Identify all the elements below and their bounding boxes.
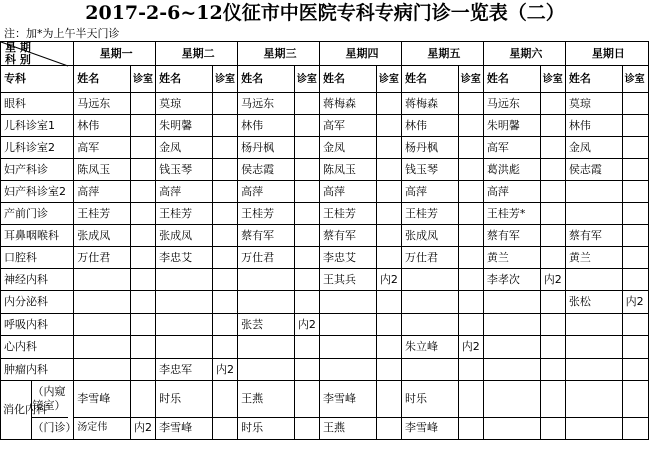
- room-cell: 内2: [540, 269, 565, 291]
- room-cell: [376, 137, 401, 159]
- room-cell: [376, 203, 401, 225]
- corner-cell: [1, 42, 74, 66]
- room-cell: [622, 225, 648, 247]
- room-cell: [622, 137, 648, 159]
- room-cell: [540, 137, 565, 159]
- room-cell: [131, 291, 156, 314]
- doctor-name-cell: 王桂芳: [401, 203, 458, 225]
- room-cell: [540, 115, 565, 137]
- room-cell: [294, 115, 319, 137]
- room-cell: [131, 247, 156, 269]
- doctor-name-cell: 马远东: [483, 93, 540, 115]
- dept-cell: 眼科: [1, 93, 74, 115]
- schedule-table: [0, 41, 649, 440]
- room-cell: [376, 417, 401, 439]
- day-header: 星期六: [483, 42, 565, 66]
- dept-cell: 产前门诊: [1, 203, 74, 225]
- room-cell: 内2: [458, 336, 483, 359]
- name-column-header: 姓名: [401, 66, 458, 93]
- doctor-name-cell: 王燕: [320, 417, 377, 439]
- doctor-name-cell: [74, 359, 131, 381]
- room-cell: [294, 417, 319, 439]
- room-cell: [376, 115, 401, 137]
- room-cell: [376, 291, 401, 314]
- doctor-name-cell: 黄兰: [565, 247, 622, 269]
- doctor-name-cell: 李忠艾: [320, 247, 377, 269]
- doctor-name-cell: [565, 269, 622, 291]
- room-cell: [458, 203, 483, 225]
- doctor-name-cell: 金凤: [320, 137, 377, 159]
- note-text: 注：加*为上午半天门诊: [4, 27, 120, 40]
- room-cell: [622, 269, 648, 291]
- table-row: [1, 181, 649, 203]
- table-row: [1, 159, 649, 181]
- room-cell: [458, 181, 483, 203]
- doctor-name-cell: 高军: [483, 137, 540, 159]
- room-cell: [294, 291, 319, 314]
- room-cell: [540, 93, 565, 115]
- table-row: [1, 247, 649, 269]
- doctor-name-cell: 高萍: [401, 181, 458, 203]
- doctor-name-cell: 高军: [320, 115, 377, 137]
- doctor-name-cell: 朱明馨: [156, 115, 213, 137]
- room-cell: [294, 159, 319, 181]
- doctor-name-cell: [156, 336, 213, 359]
- doctor-name-cell: 杨丹枫: [238, 137, 295, 159]
- doctor-name-cell: [483, 381, 540, 418]
- room-cell: [458, 359, 483, 381]
- room-cell: [458, 159, 483, 181]
- doctor-name-cell: [156, 314, 213, 336]
- doctor-name-cell: 万仕君: [238, 247, 295, 269]
- room-cell: [212, 381, 237, 418]
- doctor-name-cell: [401, 269, 458, 291]
- day-header-row: [1, 42, 649, 66]
- doctor-name-cell: [565, 381, 622, 418]
- name-column-header: 姓名: [320, 66, 377, 93]
- doctor-name-cell: [320, 314, 377, 336]
- room-cell: [294, 359, 319, 381]
- doctor-name-cell: 时乐: [156, 381, 213, 418]
- room-cell: [131, 115, 156, 137]
- room-cell: [540, 359, 565, 381]
- dept-cell: 妇产科诊: [1, 159, 74, 181]
- doctor-name-cell: 张成凤: [401, 225, 458, 247]
- doctor-name-cell: 高萍: [156, 181, 213, 203]
- doctor-name-cell: [238, 291, 295, 314]
- room-cell: [622, 336, 648, 359]
- day-header: 星期三: [238, 42, 320, 66]
- room-cell: [458, 137, 483, 159]
- dept-cell: 心内科: [1, 336, 74, 359]
- doctor-name-cell: 王桂芳: [320, 203, 377, 225]
- doctor-name-cell: 张成凤: [156, 225, 213, 247]
- doctor-name-cell: [320, 359, 377, 381]
- name-column-header: 姓名: [156, 66, 213, 93]
- room-cell: [622, 247, 648, 269]
- room-cell: [131, 381, 156, 418]
- room-column-header: 诊室: [540, 66, 565, 93]
- doctor-name-cell: [320, 291, 377, 314]
- doctor-name-cell: 马远东: [238, 93, 295, 115]
- dept-cell: 肿瘤内科: [1, 359, 74, 381]
- table-row: [1, 269, 649, 291]
- doctor-name-cell: 蔡有军: [320, 225, 377, 247]
- room-cell: [376, 336, 401, 359]
- doctor-name-cell: 汤定伟: [74, 417, 131, 439]
- day-header: 星期一: [74, 42, 156, 66]
- doctor-name-cell: [156, 291, 213, 314]
- doctor-name-cell: 林伟: [238, 115, 295, 137]
- room-cell: [294, 247, 319, 269]
- room-cell: 内2: [622, 291, 648, 314]
- doctor-name-cell: [565, 181, 622, 203]
- day-header: 星期二: [156, 42, 238, 66]
- room-column-header: 诊室: [131, 66, 156, 93]
- room-cell: [212, 137, 237, 159]
- doctor-name-cell: 张成凤: [74, 225, 131, 247]
- doctor-name-cell: 朱立峰: [401, 336, 458, 359]
- room-column-header: 诊室: [294, 66, 319, 93]
- table-row: [1, 137, 649, 159]
- room-cell: [212, 336, 237, 359]
- doctor-name-cell: [238, 359, 295, 381]
- room-cell: [376, 314, 401, 336]
- room-cell: [131, 181, 156, 203]
- doctor-name-cell: 王桂芳: [238, 203, 295, 225]
- doctor-name-cell: [483, 359, 540, 381]
- doctor-name-cell: [401, 359, 458, 381]
- doctor-name-cell: 蔡有军: [483, 225, 540, 247]
- room-cell: [131, 269, 156, 291]
- room-cell: [622, 115, 648, 137]
- room-cell: [458, 269, 483, 291]
- room-cell: [376, 247, 401, 269]
- doctor-name-cell: [74, 314, 131, 336]
- table-row: [1, 359, 649, 381]
- doctor-name-cell: 王桂芳: [156, 203, 213, 225]
- room-cell: [131, 336, 156, 359]
- room-cell: [131, 359, 156, 381]
- room-cell: [622, 181, 648, 203]
- doctor-name-cell: 杨丹枫: [401, 137, 458, 159]
- table-row: [1, 291, 649, 314]
- doctor-name-cell: [74, 336, 131, 359]
- doctor-name-cell: 黄兰: [483, 247, 540, 269]
- room-cell: [622, 417, 648, 439]
- table-row: [1, 336, 649, 359]
- room-cell: [458, 115, 483, 137]
- digestive-dept-label: 消化内科: [1, 381, 31, 439]
- doctor-name-cell: 蔡有军: [238, 225, 295, 247]
- doctor-name-cell: 时乐: [238, 417, 295, 439]
- doctor-name-cell: [565, 417, 622, 439]
- room-cell: [131, 203, 156, 225]
- name-column-header: 姓名: [74, 66, 131, 93]
- room-cell: [622, 159, 648, 181]
- room-cell: [376, 225, 401, 247]
- doctor-name-cell: 林伟: [565, 115, 622, 137]
- room-cell: [212, 417, 237, 439]
- doctor-name-cell: [483, 291, 540, 314]
- dept-cell: 口腔科: [1, 247, 74, 269]
- dept-cell: 儿科诊室2: [1, 137, 74, 159]
- table-row: [1, 203, 649, 225]
- room-cell: [458, 291, 483, 314]
- doctor-name-cell: 蔡有军: [565, 225, 622, 247]
- dept-cell: 呼吸内科: [1, 314, 74, 336]
- doctor-name-cell: [238, 269, 295, 291]
- sub-header-row: [1, 66, 649, 93]
- room-cell: [458, 225, 483, 247]
- room-cell: [622, 314, 648, 336]
- table-row: [1, 417, 649, 439]
- room-cell: [458, 93, 483, 115]
- room-cell: [540, 181, 565, 203]
- room-cell: [458, 417, 483, 439]
- doctor-name-cell: 侯志霞: [565, 159, 622, 181]
- doctor-name-cell: 高军: [74, 137, 131, 159]
- page-title: 2017-2-6~12仪征市中医院专科专病门诊一览表（二）: [85, 2, 565, 24]
- room-cell: [540, 291, 565, 314]
- doctor-name-cell: 张松: [565, 291, 622, 314]
- room-cell: [212, 181, 237, 203]
- table-row: [1, 225, 649, 247]
- room-cell: [376, 181, 401, 203]
- room-cell: [376, 359, 401, 381]
- doctor-name-cell: [320, 336, 377, 359]
- day-header: 星期四: [320, 42, 402, 66]
- dept-cell-digestive: [1, 381, 77, 440]
- room-cell: [212, 314, 237, 336]
- corner-week-label: 星 期: [5, 41, 31, 54]
- room-cell: [294, 137, 319, 159]
- doctor-name-cell: 蒋梅森: [320, 93, 377, 115]
- room-cell: [622, 93, 648, 115]
- dept-cell: 儿科诊室1: [1, 115, 74, 137]
- dept-column-header: 专科: [1, 66, 74, 93]
- room-cell: [212, 115, 237, 137]
- room-cell: [294, 203, 319, 225]
- room-cell: [376, 93, 401, 115]
- doctor-name-cell: 王桂芳*: [483, 203, 540, 225]
- room-cell: [212, 291, 237, 314]
- doctor-name-cell: [565, 336, 622, 359]
- dept-cell: 神经内科: [1, 269, 74, 291]
- room-cell: [540, 336, 565, 359]
- doctor-name-cell: [74, 291, 131, 314]
- doctor-name-cell: [401, 291, 458, 314]
- doctor-name-cell: 高萍: [238, 181, 295, 203]
- digestive-sub2-label: （门诊）: [32, 421, 77, 435]
- doctor-name-cell: 陈凤玉: [320, 159, 377, 181]
- room-cell: [131, 159, 156, 181]
- doctor-name-cell: [156, 269, 213, 291]
- name-column-header: 姓名: [565, 66, 622, 93]
- corner-dept-label: 科 别: [5, 53, 31, 66]
- doctor-name-cell: 万仕君: [401, 247, 458, 269]
- room-cell: [540, 203, 565, 225]
- room-cell: 内2: [131, 417, 156, 439]
- room-cell: [131, 93, 156, 115]
- doctor-name-cell: 王燕: [238, 381, 295, 418]
- doctor-name-cell: 王桂芳: [74, 203, 131, 225]
- name-column-header: 姓名: [483, 66, 540, 93]
- doctor-name-cell: [565, 314, 622, 336]
- table-row: [1, 314, 649, 336]
- doctor-name-cell: 高萍: [483, 181, 540, 203]
- day-header: 星期日: [565, 42, 648, 66]
- doctor-name-cell: 李忠艾: [156, 247, 213, 269]
- room-cell: [212, 203, 237, 225]
- doctor-name-cell: 钱玉琴: [401, 159, 458, 181]
- table-row: [1, 381, 649, 418]
- doctor-name-cell: [401, 314, 458, 336]
- room-cell: [622, 359, 648, 381]
- room-cell: [376, 159, 401, 181]
- room-cell: [294, 225, 319, 247]
- room-cell: [294, 93, 319, 115]
- room-cell: [294, 269, 319, 291]
- doctor-name-cell: 林伟: [74, 115, 131, 137]
- doctor-name-cell: 李雪峰: [156, 417, 213, 439]
- room-column-header: 诊室: [376, 66, 401, 93]
- doctor-name-cell: [483, 417, 540, 439]
- room-cell: [212, 159, 237, 181]
- doctor-name-cell: [483, 314, 540, 336]
- digestive-inner: [1, 381, 77, 439]
- doctor-name-cell: 高萍: [74, 181, 131, 203]
- room-cell: [458, 314, 483, 336]
- room-cell: [540, 417, 565, 439]
- room-column-header: 诊室: [622, 66, 648, 93]
- room-cell: [622, 203, 648, 225]
- doctor-name-cell: 李孝次: [483, 269, 540, 291]
- room-cell: [131, 137, 156, 159]
- dept-cell: 妇产科诊室2: [1, 181, 74, 203]
- room-cell: [458, 247, 483, 269]
- room-cell: [212, 225, 237, 247]
- doctor-name-cell: 金凤: [565, 137, 622, 159]
- room-cell: [540, 381, 565, 418]
- doctor-name-cell: 万仕君: [74, 247, 131, 269]
- day-header: 星期五: [401, 42, 483, 66]
- room-cell: [294, 181, 319, 203]
- table-row: [1, 115, 649, 137]
- room-cell: 内2: [376, 269, 401, 291]
- doctor-name-cell: [74, 269, 131, 291]
- room-cell: [622, 381, 648, 418]
- doctor-name-cell: 莫琼: [156, 93, 213, 115]
- doctor-name-cell: 侯志霞: [238, 159, 295, 181]
- room-cell: [212, 93, 237, 115]
- doctor-name-cell: 朱明馨: [483, 115, 540, 137]
- doctor-name-cell: 张芸: [238, 314, 295, 336]
- doctor-name-cell: 李忠军: [156, 359, 213, 381]
- doctor-name-cell: [483, 336, 540, 359]
- name-column-header: 姓名: [238, 66, 295, 93]
- room-cell: [540, 247, 565, 269]
- room-cell: [540, 225, 565, 247]
- room-cell: [294, 336, 319, 359]
- doctor-name-cell: [565, 203, 622, 225]
- doctor-name-cell: [238, 336, 295, 359]
- room-cell: [376, 381, 401, 418]
- room-cell: [540, 314, 565, 336]
- doctor-name-cell: 金凤: [156, 137, 213, 159]
- doctor-name-cell: 马远东: [74, 93, 131, 115]
- dept-cell: 耳鼻咽喉科: [1, 225, 74, 247]
- table-row: [1, 93, 649, 115]
- doctor-name-cell: 时乐: [401, 381, 458, 418]
- doctor-name-cell: 林伟: [401, 115, 458, 137]
- room-cell: [212, 247, 237, 269]
- room-column-header: 诊室: [458, 66, 483, 93]
- digestive-sub1-label: （内窥镜室）: [31, 381, 68, 417]
- room-cell: [131, 314, 156, 336]
- room-cell: [131, 225, 156, 247]
- doctor-name-cell: 李雪峰: [74, 381, 131, 418]
- room-cell: [458, 381, 483, 418]
- doctor-name-cell: 高萍: [320, 181, 377, 203]
- doctor-name-cell: 葛洪彪: [483, 159, 540, 181]
- room-cell: [294, 381, 319, 418]
- room-cell: [212, 269, 237, 291]
- room-cell: 内2: [294, 314, 319, 336]
- doctor-name-cell: 李雪峰: [401, 417, 458, 439]
- room-cell: [540, 159, 565, 181]
- room-column-header: 诊室: [212, 66, 237, 93]
- doctor-name-cell: 李雪峰: [320, 381, 377, 418]
- doctor-name-cell: 蒋梅森: [401, 93, 458, 115]
- doctor-name-cell: 莫琼: [565, 93, 622, 115]
- doctor-name-cell: 陈凤玉: [74, 159, 131, 181]
- doctor-name-cell: [565, 359, 622, 381]
- doctor-name-cell: 王其兵: [320, 269, 377, 291]
- doctor-name-cell: 钱玉琴: [156, 159, 213, 181]
- dept-cell: 内分泌科: [1, 291, 74, 314]
- room-cell: 内2: [212, 359, 237, 381]
